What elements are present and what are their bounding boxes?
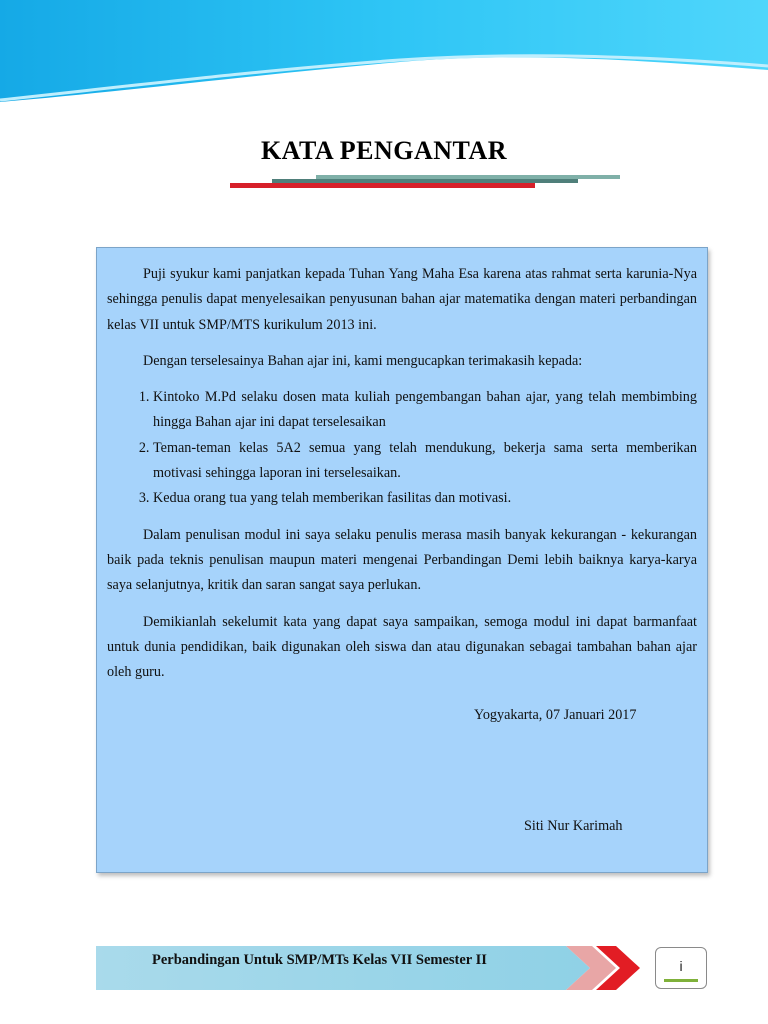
title-underline-decoration <box>0 170 768 194</box>
footer-title: Perbandingan Untuk SMP/MTs Kelas VII Semester II <box>152 952 487 968</box>
header-wave-decoration <box>0 0 768 110</box>
paragraph-thanks-intro: Dengan terselesainya Bahan ajar ini, kami mengucapkan terimakasih kepada: <box>143 352 583 369</box>
thanks-list <box>107 385 697 511</box>
place-date: Yogyakarta, 07 Januari 2017 <box>474 707 637 723</box>
paragraph-closing: Demikianlah sekelumit kata yang dapat saya sampaikan, semoga modul ini dapat barmanfaat untuk dunia pendidikan, baik digunakan oleh siswa dan atau digunakan sebagai tambahan bahan ajar oleh guru. <box>107 613 697 681</box>
page-number-box <box>655 947 707 989</box>
author-name: Siti Nur Karimah <box>524 818 623 834</box>
page-number: i <box>679 958 683 974</box>
foreword-content-box <box>96 247 708 873</box>
list-item: 2. Teman-teman kelas 5A2 semua yang telah mendukung, bekerja sama serta memberikan motivasi sehingga laporan ini terselesaikan. <box>153 436 697 487</box>
list-item: 3. Kedua orang tua yang telah memberikan fasilitas dan motivasi. <box>153 486 697 511</box>
page-number-underline <box>664 979 698 982</box>
paragraph-opening: Puji syukur kami panjatkan kepada Tuhan Yang Maha Esa karena atas rahmat serta karunia-Nya sehingga penulis dapat menyelesaikan penyusunan bahan ajar matematika dengan materi perbandingan kelas VII untuk SMP/MTS kurikulum 2013 ini. <box>107 266 697 333</box>
page-title: KATA PENGANTAR <box>260 136 508 165</box>
paragraph-shortcomings: Dalam penulisan modul ini saya selaku penulis merasa masih banyak kekurangan - kekurangan baik pada teknis penulisan maupun materi mengenai Perbandingan Demi lebih baiknya karya-karya saya selanjutnya, kritik dan saran sangat saya perlukan. <box>107 526 697 594</box>
list-item: 1. Kintoko M.Pd selaku dosen mata kuliah pengembangan bahan ajar, yang telah membimbing hingga Bahan ajar ini dapat terselesaikan <box>153 385 697 436</box>
